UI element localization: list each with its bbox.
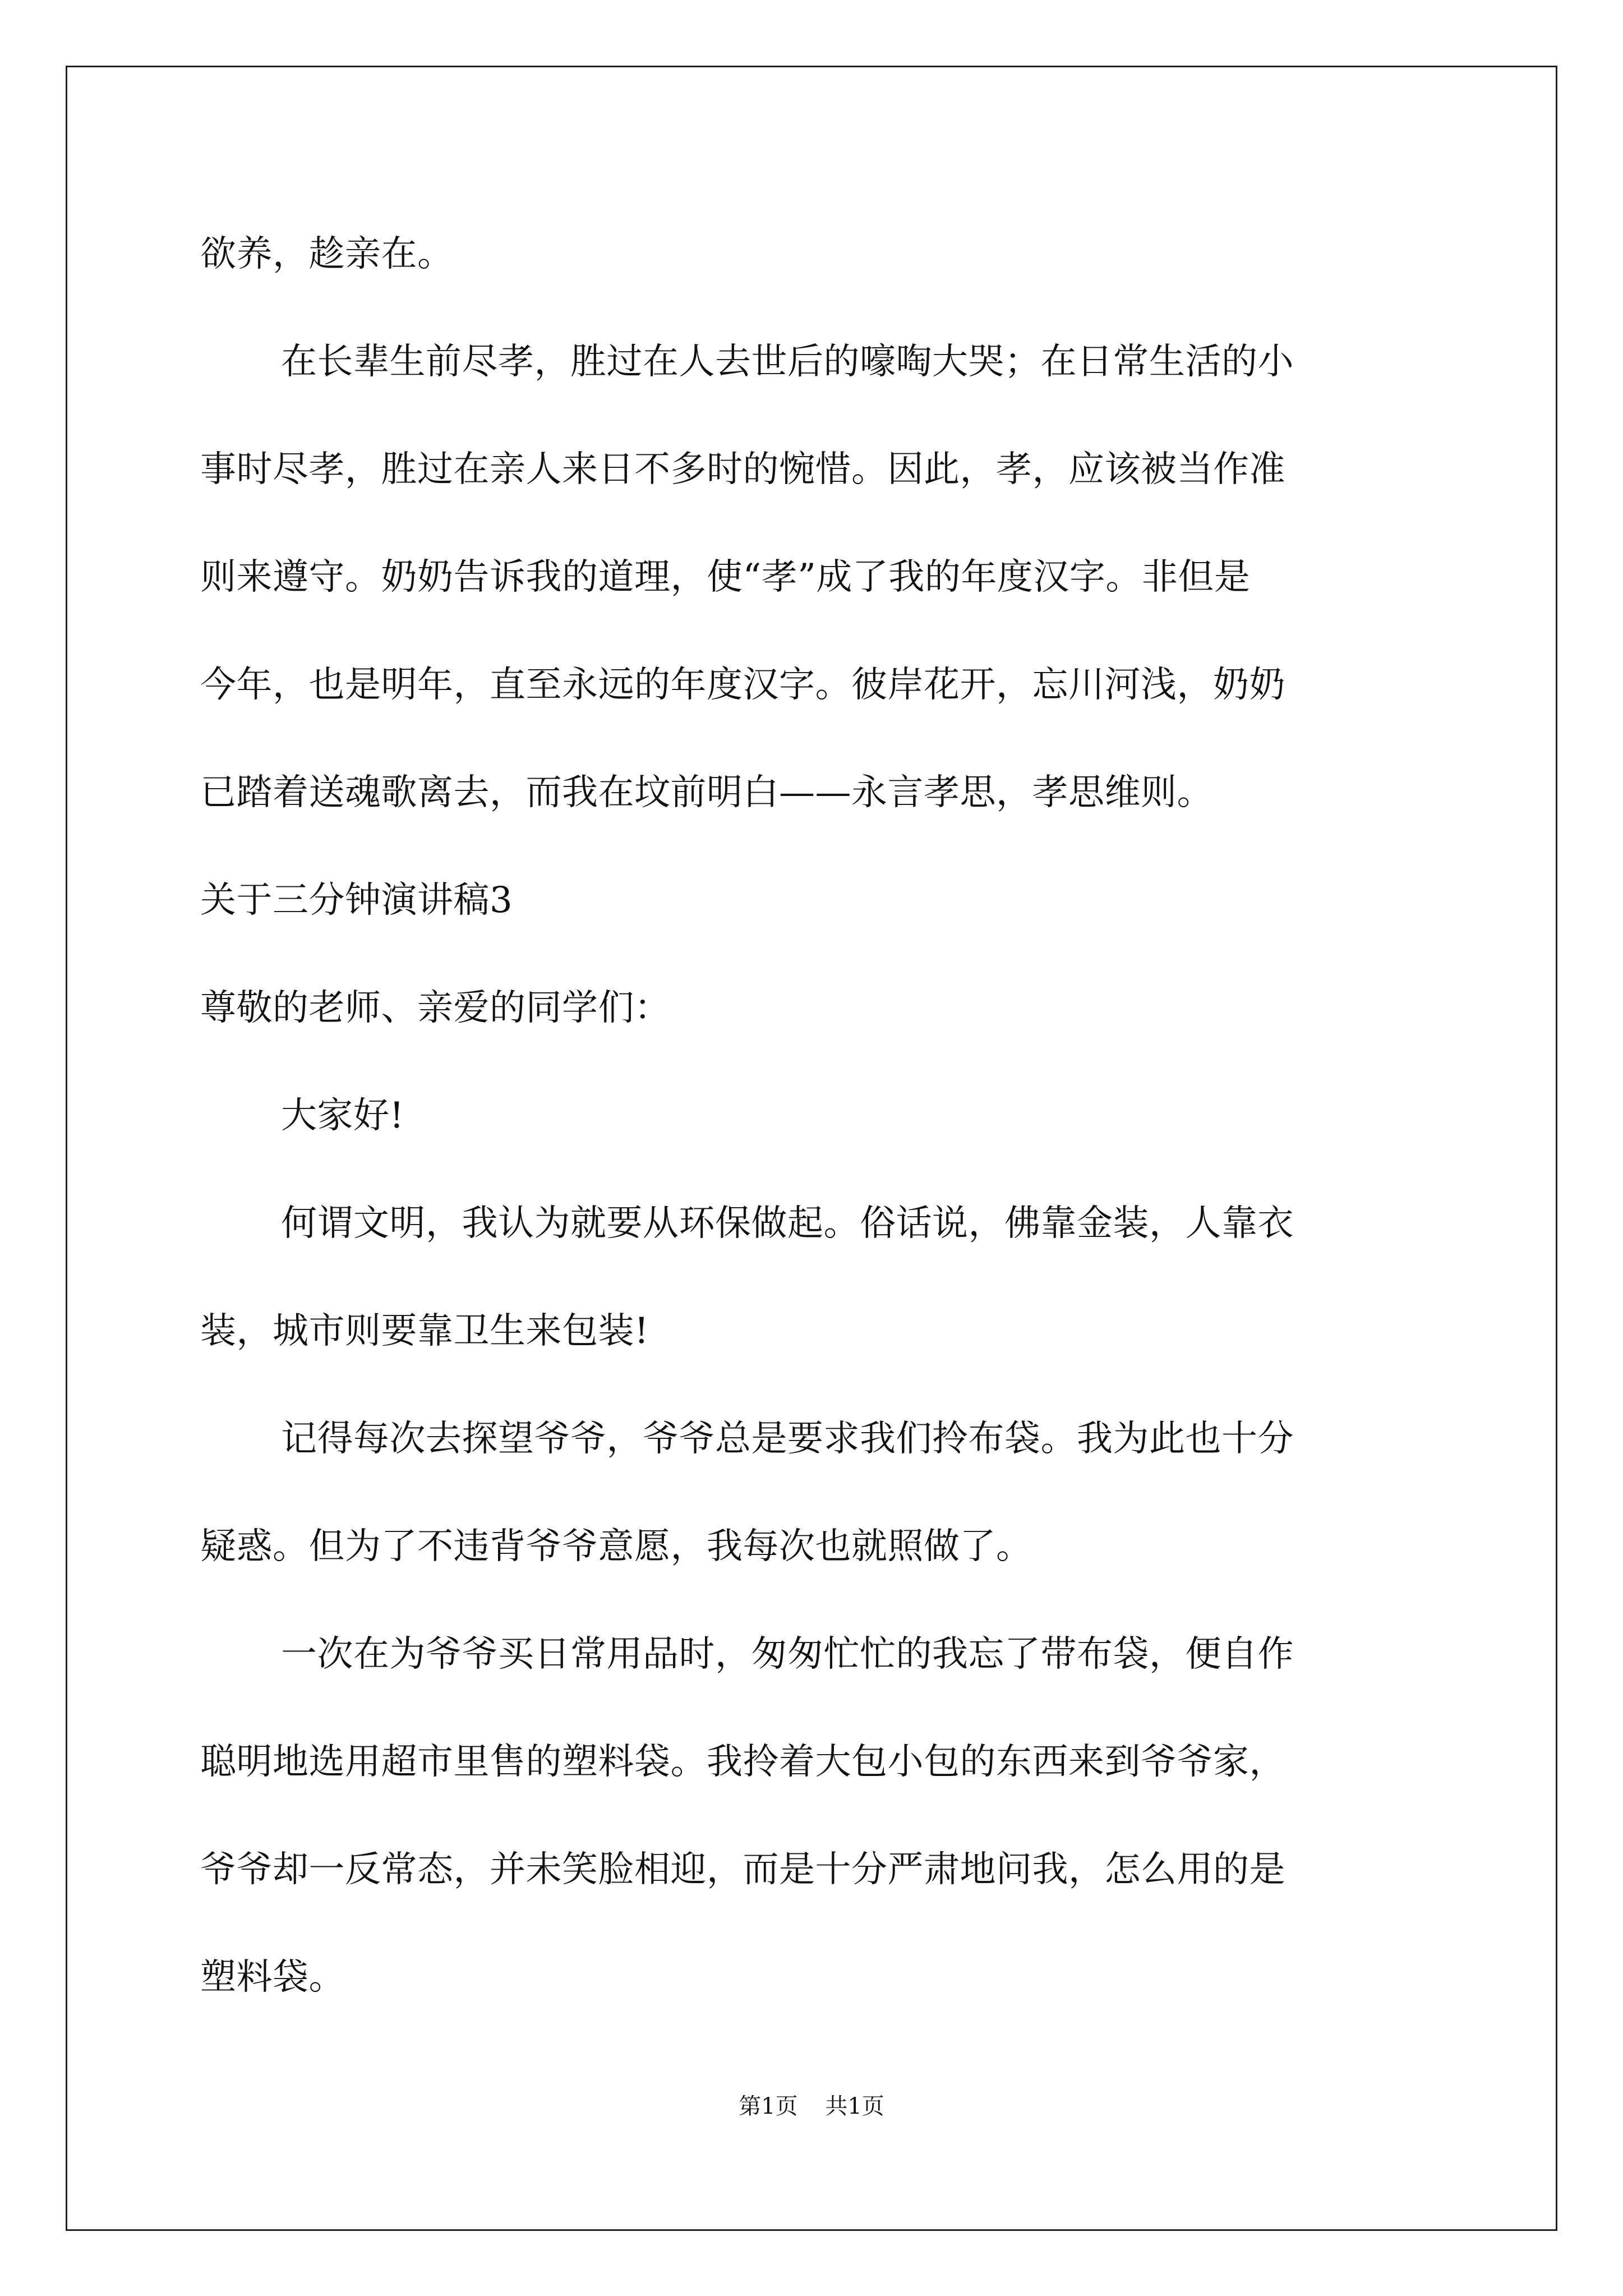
paragraph-line: 今年，也是明年，直至永远的年度汉字。彼岸花开，忘川河浅，奶奶: [200, 664, 1285, 706]
paragraph-line: 装，城市则要靠卫生来包装!: [200, 1310, 649, 1352]
paragraph-line: 欲养，趁亲在。: [200, 233, 454, 275]
page-border: [66, 66, 1557, 2231]
paragraph-line: 已踏着送魂歌离去，而我在坟前明白——永言孝思，孝思维则。: [200, 772, 1213, 813]
paragraph-line: 记得每次去探望爷爷，爷爷总是要求我们拎布袋。我为此也十分: [281, 1418, 1294, 1460]
section-heading: 关于三分钟演讲稿3: [200, 880, 513, 921]
paragraph-line: 则来遵守。奶奶告诉我的道理，使“孝”成了我的年度汉字。非但是: [200, 556, 1251, 598]
salutation: 尊敬的老师、亲爱的同学们：: [200, 987, 671, 1029]
page-total: 共1页: [825, 2093, 884, 2119]
paragraph-line: 在长辈生前尽孝，胜过在人去世后的嚎啕大哭；在日常生活的小: [281, 341, 1294, 383]
paragraph-line: 聪明地选用超市里售的塑料袋。我拎着大包小包的东西来到爷爷家，: [200, 1741, 1285, 1783]
paragraph-line: 何谓文明，我认为就要从环保做起。俗话说，佛靠金装，人靠衣: [281, 1203, 1294, 1244]
paragraph-line: 事时尽孝，胜过在亲人来日不多时的惋惜。因此，孝，应该被当作准: [200, 449, 1285, 490]
page-footer: [0, 2092, 1623, 2120]
paragraph-line: 疑惑。但为了不违背爷爷意愿，我每次也就照做了。: [200, 1526, 1032, 1567]
paragraph-line: 一次在为爷爷买日常用品时，匆匆忙忙的我忘了带布袋，便自作: [281, 1634, 1294, 1675]
page-number: 第1页: [739, 2093, 798, 2119]
paragraph-line: 爷爷却一反常态，并未笑脸相迎，而是十分严肃地问我，怎么用的是: [200, 1849, 1285, 1890]
greeting: 大家好!: [281, 1095, 404, 1137]
paragraph-line: 塑料袋。: [200, 1957, 345, 1998]
